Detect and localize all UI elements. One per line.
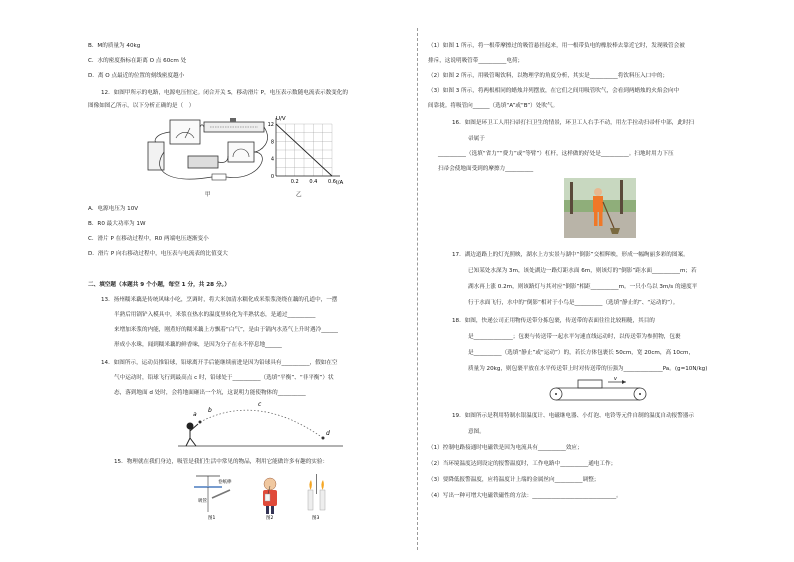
q17-line2-wrap	[468, 268, 697, 275]
q19-part1: （1）控制电路接通时电磁铁是因为电流具有	[428, 445, 538, 451]
q19-part4b: 。	[616, 493, 622, 499]
y-axis-label: U/V	[276, 116, 286, 122]
q17-blank1[interactable]: __________	[652, 268, 680, 274]
q17-line2b: m；若	[679, 268, 697, 274]
x-axis-label: I/A	[336, 180, 344, 186]
q19-blank1[interactable]: __________	[537, 445, 566, 451]
y-tick-label: 4	[270, 156, 274, 163]
q16-line3-wrap	[438, 151, 674, 158]
q18-line1: 18．如图，快递公司正用物传送带分拣包裹，传送带的表面往往比较粗糙，其目的	[452, 318, 655, 324]
point-c-label: c	[258, 402, 262, 408]
q14-line4: （选填“平衡”、“非平衡”）状	[260, 375, 334, 381]
q16-line4: 扫帚会使地面受到的摩擦力	[438, 166, 506, 172]
point-b-label: b	[208, 407, 212, 414]
fig-label-jia: 甲	[205, 192, 211, 198]
q16-blank3[interactable]: __________	[505, 166, 534, 172]
q17-line3b: m。一只小鸟以 3m/s 的速度平	[618, 284, 698, 290]
fig1-suspended-straw	[194, 476, 232, 512]
shot-put-figure	[178, 402, 348, 450]
q18-line2-wrap	[468, 334, 681, 341]
q14-blank2[interactable]: __________	[232, 375, 261, 381]
fig-label-yi: 乙	[296, 192, 302, 198]
q19-blank4[interactable]: ______________________________	[532, 493, 617, 499]
q18-line4: 质量为 20kg，则包裹平放在水平传送带上时对传送带的压强为	[468, 366, 624, 372]
q19-part3b: 调整；	[582, 477, 600, 483]
q14-line1: 14．如图所示，运动员推铅球，铅球离开手后能继续前进是因为铅球具有	[101, 360, 282, 366]
q19-part3: （3）要降低报警温度，应将温度计上端的金属丝向	[428, 477, 555, 483]
q17-line4: 行于水面飞行，水中的“倒影”相对于小鸟是	[468, 300, 575, 306]
fig1-rod-label: 卷纸棒	[218, 480, 232, 485]
q19-blank3[interactable]: __________	[554, 477, 583, 483]
fig3-caption: 图3	[312, 516, 320, 520]
fig1-straw-label: 吸管	[198, 499, 207, 504]
x-tick-label: 0.4	[309, 179, 318, 185]
q14-line3-wrap	[114, 375, 334, 382]
option-b-prev: B．M的质量为 40kg	[88, 43, 141, 49]
y-tick-label: 0	[270, 174, 274, 180]
ammeter-icon	[228, 142, 254, 162]
q17-blank2[interactable]: __________	[590, 284, 619, 290]
q18-line4-wrap	[468, 366, 707, 373]
q18-line2b: ；包裹与传送带一起水平匀速直线运动时，以传送带为参照物，包裹	[512, 334, 681, 340]
q12-option-b: B．R0 最大功率为 1W	[88, 221, 146, 227]
q17-line4-wrap	[468, 300, 678, 307]
q13-blank1[interactable]: __________	[287, 312, 316, 318]
q15-part1-line2b: 电荷；	[506, 58, 524, 64]
point-d-label: d	[326, 430, 330, 437]
trajectory-path	[200, 410, 323, 438]
q17-blank3[interactable]: __________	[574, 300, 603, 306]
athlete-icon	[186, 423, 198, 446]
q15-blank1[interactable]: __________	[478, 58, 507, 64]
q19-part1b: 效应；	[565, 445, 583, 451]
switch-icon	[212, 174, 226, 180]
y-tick-label: 12	[267, 122, 274, 128]
q17-line1: 17．湖边道路上的灯光照映，湖水上方实景与湖中“倒影”交相辉映，形成一幅绚丽多彩的图案。	[452, 252, 689, 258]
slider-p-icon	[230, 118, 236, 122]
q17-line3: 湖水再上涨 0.2m，则该路灯与其对应“倒影”相距	[468, 284, 591, 290]
ui-graph	[262, 112, 352, 192]
q14-line2: ，假如在空	[309, 360, 338, 366]
q13-line2-wrap	[114, 312, 315, 319]
q19-part2b: 通电工作；	[588, 461, 617, 467]
q12-option-a: A．电源电压为 10V	[88, 206, 139, 212]
q19-part4: （4）写出一种可增大电磁铁磁性的方法：	[428, 493, 533, 499]
right-column	[420, 0, 794, 562]
q19-part3-wrap	[428, 477, 599, 484]
x-tick-label: 0.2	[290, 179, 299, 185]
parcel-box	[578, 380, 602, 388]
q18-line3: 是	[468, 350, 474, 356]
q14-line5: 态，落到地面 d 处时，会将地面砸出一个坑，这说明力能使物体的	[114, 390, 278, 396]
q19-line2: 意图。	[468, 429, 485, 435]
straw-figures	[190, 472, 340, 520]
q16-line3: （选填“省力”“费力”或“等臂”）杠杆，这样做的好处是	[465, 151, 601, 157]
q15-part1-line2-wrap	[428, 58, 523, 65]
q18-line3b: （选填“静止”或“运动”）的，若长方体包裹长 50cm，宽 20cm，高 10cm，	[501, 350, 695, 356]
q15-part1-line2: 排斥，这说明吸管带	[428, 58, 479, 64]
q17-line2: 已知某处水深为 3m，该处湖边一路灯距水面 6m，则该灯的“倒影”距水面	[468, 268, 652, 274]
fig1-caption: 图1	[208, 516, 216, 520]
q19-part2-wrap	[428, 461, 616, 468]
q15-part2-wrap	[428, 73, 668, 80]
q19-part4-wrap	[428, 493, 622, 500]
q18-blank1[interactable]: ______________	[473, 334, 513, 340]
circuit-diagram	[140, 112, 280, 192]
fig2-child-drinking	[263, 478, 277, 514]
q16-line2: 帚属于	[468, 136, 485, 142]
q14-line5-wrap	[114, 390, 306, 397]
q15-line1: 15．物理就在我们身边，吸管是我们生活中常见的物品，利用它能做许多有趣的实验：	[114, 459, 329, 465]
q15-part2-lineb: 将饮料压入口中的；	[617, 73, 669, 79]
q12-stem-line1: 12．如图甲所示的电路，电源电压恒定。闭合开关 S，移动滑片 P，电压表示数随电流表示数变化的	[101, 90, 348, 96]
velocity-label: v	[614, 377, 617, 382]
q12-stem-line2: 图像如图乙所示，以下分析正确的是（ ）	[88, 103, 195, 109]
q15-part3-line2-wrap	[428, 103, 558, 110]
q13-line3: 来增加米浆的内能，刚煮好的糯米藕上方飘着“白气”，是由于锅内水蒸气上升时遇冷	[114, 327, 322, 333]
q19-blank2[interactable]: __________	[560, 461, 589, 467]
q16-blank1[interactable]: __________	[438, 151, 466, 157]
option-d-prev: D．离 O 点最近的位置的刻线密度越小	[88, 73, 185, 79]
q15-part3-line2: 间靠拢。将吸管向	[428, 103, 473, 109]
voltmeter-icon	[170, 120, 200, 144]
q13-blank2[interactable]: ______	[321, 327, 338, 333]
fig2-caption: 图2	[266, 516, 274, 520]
q13-line4-wrap	[114, 342, 282, 349]
q15-part1-line1: （1）如图 1 所示，将一根带摩擦过的吸管悬挂起来，用一根带负电的橡胶棒去靠近它时，发现吸管会被	[428, 43, 685, 49]
q14-line3: 气中运动时，铅球飞行到最高点 c 时，铅球处于	[114, 375, 233, 381]
q16-line1: 16．如图是环卫工人用扫帚打扫卫生的情景，环卫工人右手不动，用左手拉动扫帚杆中部，此时扫	[452, 120, 695, 126]
q12-option-c: C．滑片 P 在移动过程中，R0 两端电压逐渐变小	[88, 236, 209, 242]
q13-line2: 半熟后用锅铲入模具中，米浆在热水的温度里转化为半熟状态，是通过	[114, 312, 288, 318]
q15-part3-line2b: （选填“A”或“B”）处吹气。	[489, 103, 559, 109]
resistor-r0-icon	[188, 156, 218, 168]
q14-line1-wrap	[101, 360, 337, 367]
street-sweeper-photo	[564, 178, 636, 238]
q16-line3b: 。扫地时用力下压	[628, 151, 674, 157]
q18-blank3[interactable]: ______________	[623, 366, 663, 372]
q16-line4-wrap	[438, 166, 533, 173]
q15-blank3[interactable]: ______	[472, 103, 490, 109]
q15-part2-line: （2）如图 2 所示，用吸管喝饮料，以物理学的角度分析，其实是	[428, 73, 590, 79]
point-a-label: a	[193, 411, 197, 418]
q14-blank3[interactable]: __________	[277, 390, 306, 396]
q17-line4b: （选填“静止的”、“运动的”）。	[602, 300, 679, 306]
section-2-title: 二、填空题（本题共 9 个小题，每空 1 分，共 28 分。）	[88, 282, 230, 288]
q18-line3-wrap	[468, 350, 694, 357]
q13-line1: 13．扬州糯米藕是传统风味小吃，烹调时，将大米加清水糯化成米浆浆浇绕在藕的孔道中，一摆	[101, 297, 338, 303]
q19-line1: 19．如图所示是利用特制水银温度计、电磁继电器、小灯泡、电铃等元件自制的温度自动报警器示	[452, 413, 695, 419]
q13-line4: 形成小水珠，闻到糯米藕的鲜香味，是因为分子在永不停息地	[114, 342, 266, 348]
y-tick-label: 8	[270, 139, 274, 146]
q18-line2: 是	[468, 334, 474, 340]
option-c-prev: C．水的密度指标在距离 O 点 60cm 处	[88, 58, 187, 64]
q12-option-d: D．滑片 P 向右移动过程中，电压表与电流表的比值变大	[88, 251, 228, 257]
q19-part2: （2）当环境温度达到设定的报警温度时，工作电路中	[428, 461, 561, 467]
q18-blank2[interactable]: __________	[473, 350, 502, 356]
q16-blank2[interactable]: __________	[600, 151, 629, 157]
q18-line4b: Pa。(g=10N/kg)	[662, 366, 708, 372]
q17-line3-wrap	[468, 284, 697, 291]
fig3-two-candles	[308, 474, 325, 510]
x-tick-label: 0.6	[328, 179, 336, 185]
conveyor-belt-figure	[548, 377, 648, 407]
q15-part3-line1: （3）如图 3 所示，将两根相同的蜡烛并列摆放，在它们之间用吸管吹气，会看到两蜡烛的火焰会向中	[428, 88, 680, 94]
q14-blank1[interactable]: __________	[281, 360, 310, 366]
q13-line3-wrap	[114, 327, 338, 334]
q13-blank3[interactable]: ______	[265, 342, 282, 348]
q19-part1-wrap	[428, 445, 583, 452]
q15-blank2[interactable]: __________	[589, 73, 618, 79]
